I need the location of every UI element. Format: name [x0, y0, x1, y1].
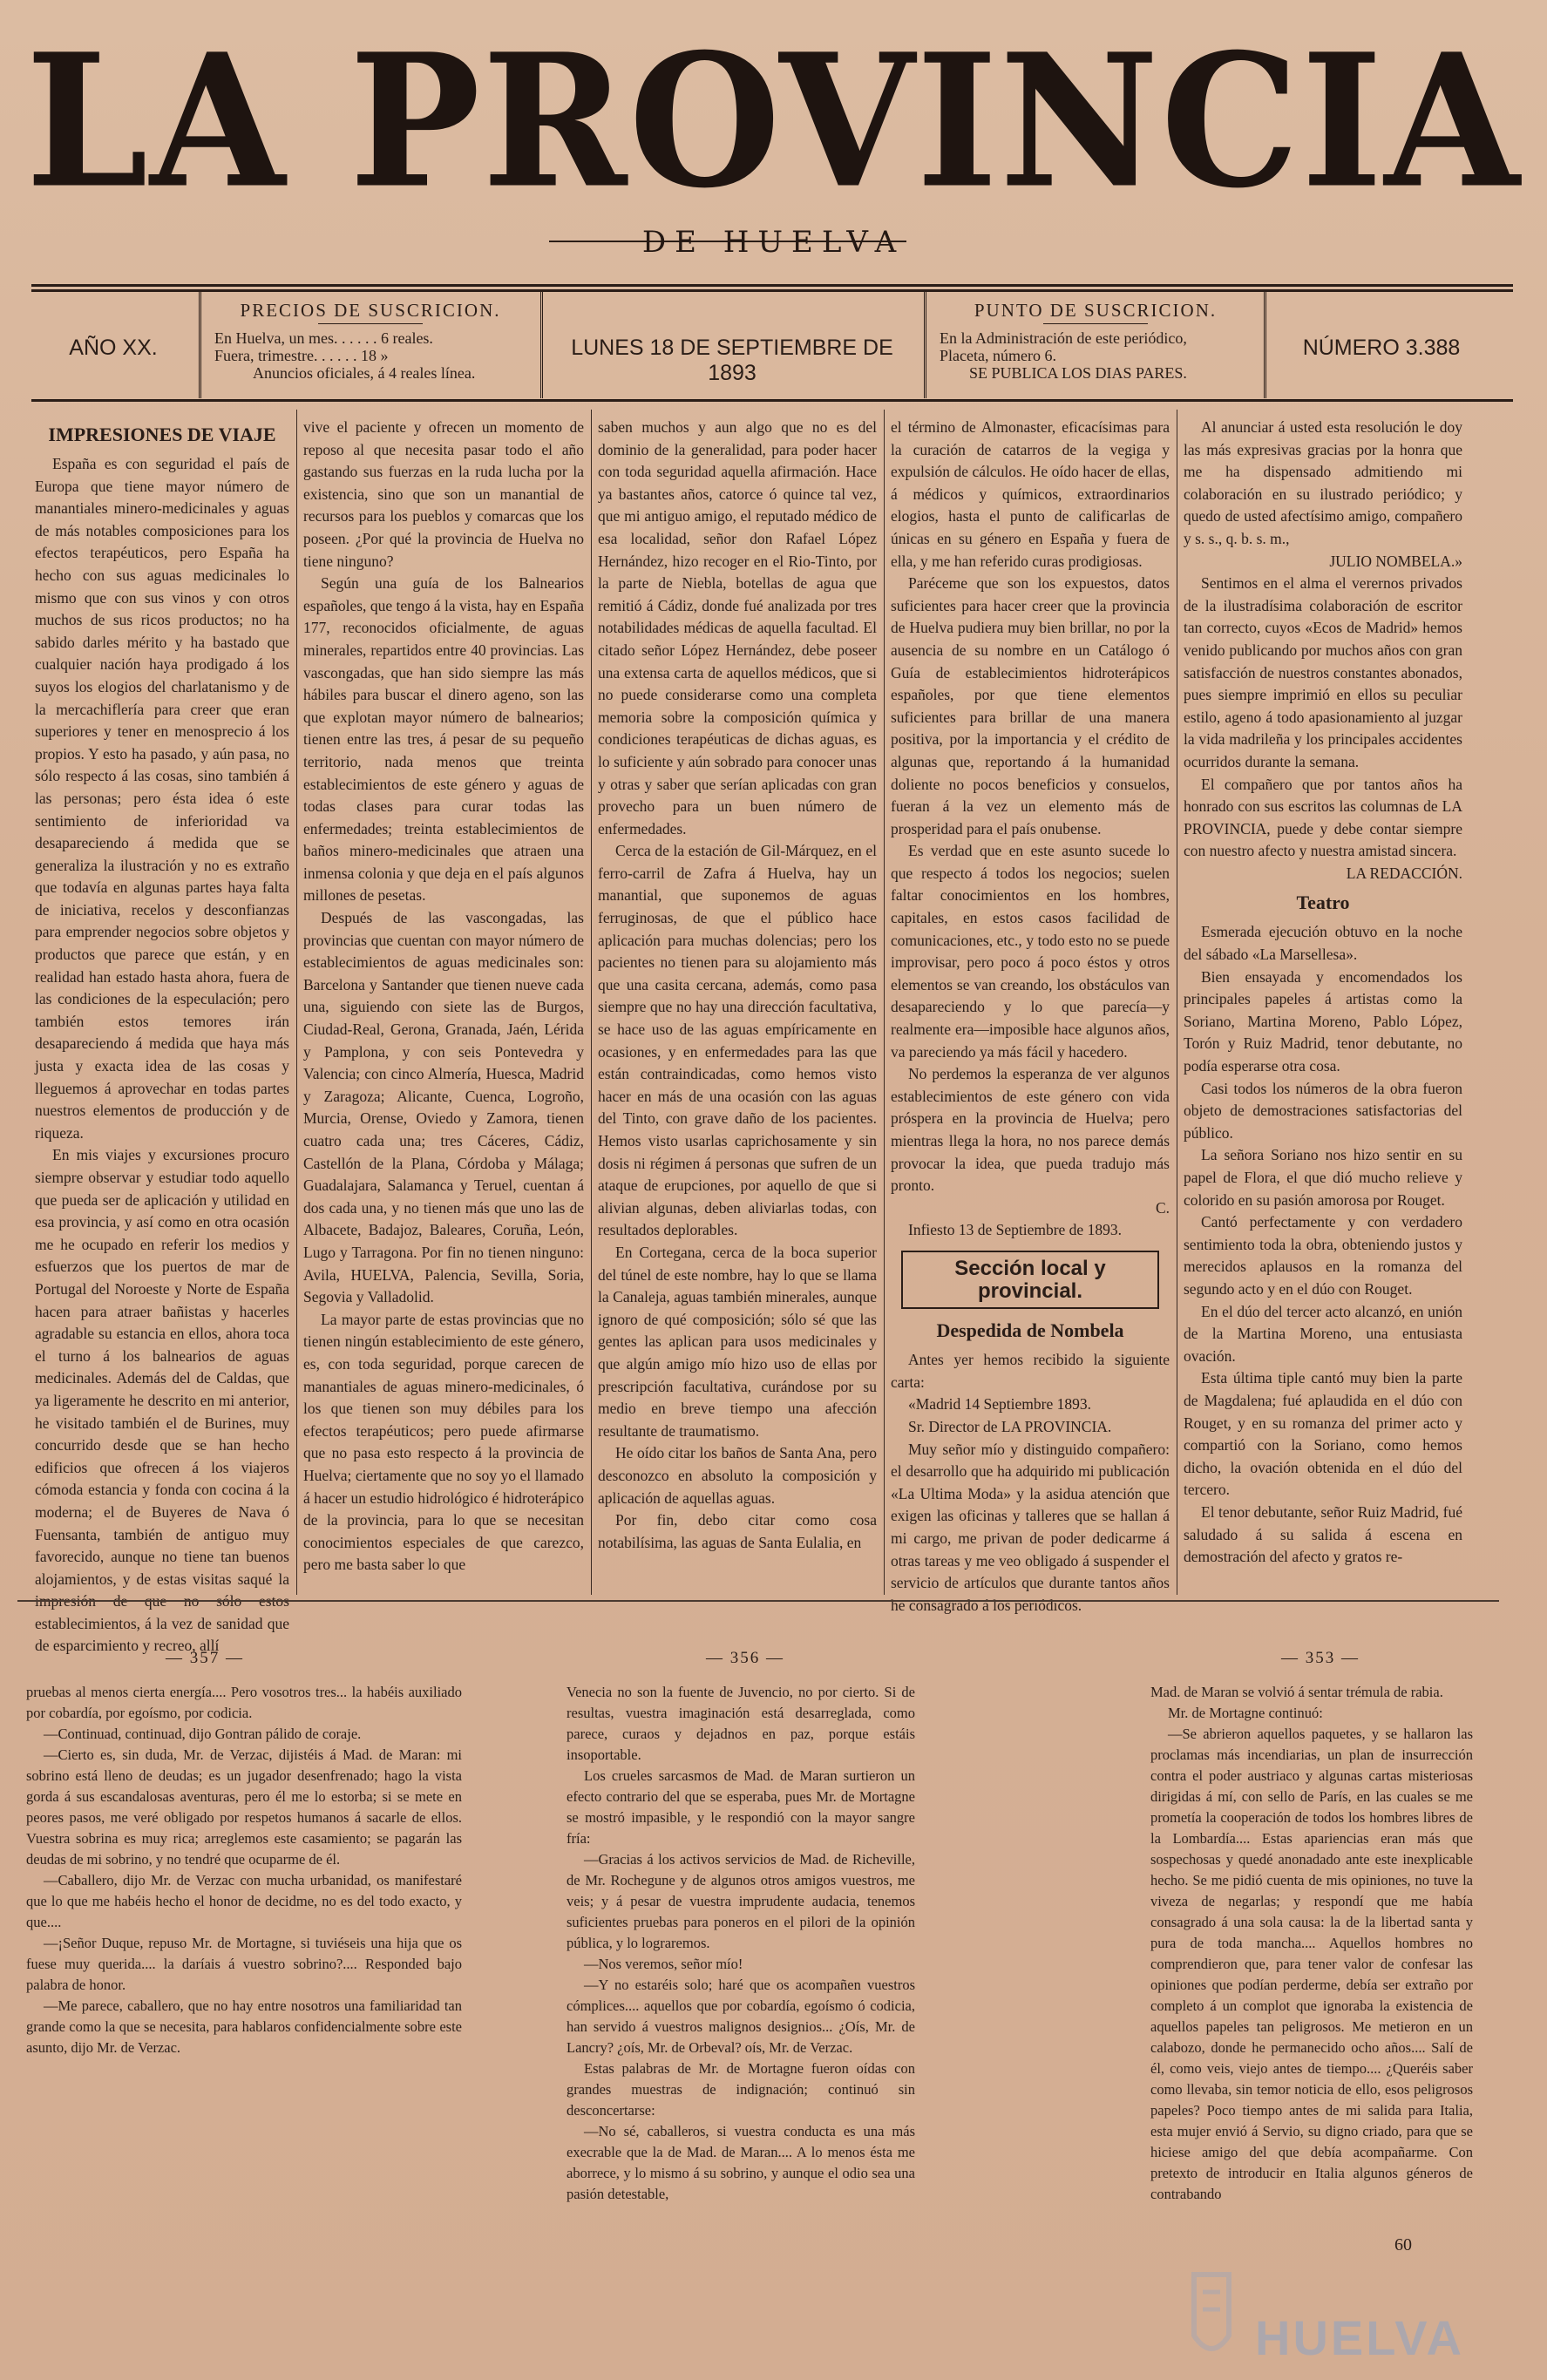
- point-line: En la Administración de este periódico,: [940, 329, 1187, 347]
- paragraph: el término de Almonaster, eficacísimas para la curación de catarros de la vegiga y expulsión de cálculos. He oído hacer de ellas, á médicos y químicos, extraordinarios elogios, hasta el punto de calificarlas de únicas en su género en España y fuera de ella, y me han referido curas prodigiosas.: [891, 418, 1170, 570]
- paragraph: Sr. Director de LA PROVINCIA.: [908, 1417, 1112, 1435]
- prices-line: En Huelva, un mes. . . . . . 6 reales.: [214, 329, 433, 347]
- paragraph: En el dúo del tercer acto alcanzó, en unión de la Martina Moreno, una entusiasta ovación.: [1184, 1302, 1462, 1365]
- folletin-paragraph: Venecia no son la fuente de Juvencio, no por cierto. Si de resultas, vuestra imaginación está desarreglada, como parece, curaos y dejadnos en paz, porque estáis insoportable.: [567, 1684, 915, 1763]
- folletin-paragraph: —No sé, caballeros, si vuestra conducta es una más execrable que la de Mad. de Maran.... A lo menos ésta me aborrece, y lo mismo á su sobrino, y aunque el odio sea una pasión detestable,: [567, 2123, 915, 2202]
- point-title: PUNTO DE SUSCRICION.: [974, 300, 1218, 321]
- column-rule: [884, 410, 885, 1595]
- article-column-5: [1184, 417, 1462, 1595]
- article-column-1: [35, 417, 289, 1655]
- folletin-paragraph: —Me parece, caballero, que no hay entre nosotros una familiaridad tan grande como la que se necesita, para hablaros confidencialmente sobre este asunto, dijo Mr. de Verzac.: [26, 1997, 462, 2056]
- section-heading: Teatro: [1296, 892, 1350, 914]
- masthead-title: LA PROVINCIA: [25, 14, 1522, 229]
- header-rule-bottom: [31, 399, 1513, 402]
- folletin-paragraph: —Gracias á los activos servicios de Mad. de Richeville, de Mr. Rochegune y de algunos otros amigos vuestros, me veis; y á pesar de vuestra imprudente audacia, tenemos suficientes pruebas para poneros en el pilori de la opinión pública, y lo lograremos.: [567, 1851, 915, 1951]
- article-column-2: [303, 417, 584, 1595]
- footer-page-number: 60: [1394, 2235, 1412, 2255]
- issue-number: NÚMERO 3.388: [1302, 336, 1461, 360]
- header-rule-top-2: [31, 289, 1513, 292]
- paragraph: El tenor debutante, señor Ruiz Madrid, fué saludado á su salida á escena en demostración del afecto y gratos re-: [1184, 1502, 1462, 1566]
- paragraph: En Cortegana, cerca de la boca superior del túnel de este nombre, hay lo que se llama la Canaleja, aguas también minerales, aunque ignoro de qué composición; sólo sé que las gentes las aplican para usos medicinales y que algún amigo mío hizo uso de ellas por prescripción facultativa, curándose por su medio en breve tiempo una afección resultante de traumatismo.: [598, 1243, 877, 1440]
- article-column-3: [598, 417, 877, 1595]
- section-box-title: Sección local y provincial.: [901, 1251, 1159, 1309]
- paragraph: Después de las vascongadas, las provincias que cuentan con mayor número de establecimientos de aguas medicinales son: Barcelona y Santander que tienen nueve cada una, siguiendo con siete las de Burgos, Ciudad-Real, Gerona, Granada, Jaén, Lérida y Pamplona, y con seis Pontevedra y Valencia; con cinco Almería, Huesca, Madrid y Zaragoza; Alicante, Cuenca, Logroño, Murcia, Orense, Oviedo y Zamora, tienen cuatro cada una; tres Cáceres, Cádiz, Castellón de la Plana, Córdoba y Málaga; Guadalajara, Salamanca y Teruel, cuentan á dos cada una, y no tienen más que uno las de Albacete, Badajoz, Baleares, Coruña, León, Lugo y Tarragona. Por fin no tienen ninguno: Avila, HUELVA, Palencia, Sevilla, Soria, Segovia y Valladolid.: [303, 909, 584, 1306]
- folletin-column-3: [1150, 1682, 1473, 2309]
- paragraph: Casi todos los números de la obra fueron objeto de demostraciones satisfactorias del público.: [1184, 1079, 1462, 1142]
- header-divider: [1264, 292, 1266, 398]
- point-title-rule: [1043, 323, 1148, 324]
- paragraph: Bien ensayada y encomendados los principales papeles á artistas como la Soriano, Martina Moreno, Pablo López, Torón y Ruiz Madrid, tenor debutante, no podía esperarse otra cosa.: [1184, 967, 1462, 1075]
- column-rule: [296, 410, 297, 1595]
- folletin-paragraph: Los crueles sarcasmos de Mad. de Maran surtieron un efecto contrario del que se esperaba, pues Mr. de Mortagne se mostró impasible, y le respondió con la mayor sangre fría:: [567, 1767, 915, 1847]
- paragraph: Según una guía de los Balnearios españoles, que tengo á la vista, hay en España 177, reconocidos oficialmente, de aguas minerales, repartidos entre 40 provincias. Las vascongadas, que han sido siempre las más hábiles para buscar el dinero ageno, son las que explotan mayor número de balnearios; tienen entre las tres, á pesar de su pequeño territorio, nada menos que treinta establecimientos de este género y aguas de todas clases para curar todas las enfermedades; treinta establecimientos de baños minero-medicinales que atraen una inmensa colonia y que deja en el país algunos millones de pesetas.: [303, 574, 584, 905]
- paragraph: Cantó perfectamente y con verdadero sentimiento toda la obra, obteniendo justos y merecidos aplausos en la romanza del segundo acto y en el dúo con Rouget.: [1184, 1213, 1462, 1298]
- header-divider: [540, 292, 543, 398]
- folletin-paragraph: Mr. de Mortagne continuó:: [1168, 1705, 1323, 1721]
- subscription-point-box: [934, 296, 1257, 394]
- paragraph: saben muchos y aun algo que no es del dominio de la generalidad, para poder hacer con toda seguridad aquella afirmación. Hace ya bastantes años, catorce ó quince tal vez, que mi antiguo amigo, el reputado médico de esa localidad, señor don Rafael López Hernández, hizo recoger en el Rio-Tinto, por la parte de Niebla, botellas de agua que remitió á Cádiz, donde fué analizada por tres notabilidades médicas de aquella facultad. El citado señor López Hernández, debe poseer una extensa carta de aquellos médicos, que si no puede considerarse como una completa memoria sobre la composición química y condiciones terapéuticas de dichas aguas, es lo suficiente y aún sobrado para conocer unas y otras y saber que serían aplicadas con gran provecho para un buen número de enfermedades.: [598, 418, 877, 837]
- paragraph: He oído citar los baños de Santa Ana, pero desconozco en absoluto la composición y aplicación de aquellas aguas.: [598, 1444, 877, 1507]
- folletin-rule: [17, 1600, 1499, 1602]
- article-column-4: [891, 417, 1170, 1614]
- year-label: AÑO XX.: [69, 336, 158, 360]
- folletin-paragraph: —Y no estaréis solo; haré que os acompañen vuestros cómplices.... aquellos que por cobardía, egoísmo ó codicia, han servido á vuestros malignos designios... ¿Oís, Mr. de Lancry? ¿oís, Mr. de Orbeval? oís, Mr. de Verzac.: [567, 1977, 915, 2056]
- paragraph: Cerca de la estación de Gil-Márquez, en el ferro-carril de Zafra á Huelva, hay un manantial, que suponemos de aguas ferruginosas, de que el público hace aplicación para muchas dolencias; pero los pacientes no tienen para su alojamiento más que una casita cercana, además, como pasa siempre que no hay una dirección facultativa, se hace uso de las aguas empíricamente en ocasiones, y en enfermedades para las que están contraindicadas, como hemos visto hacer en más de una ocasión con las aguas del Tinto, con grave daño de los pacientes. Hemos visto usarlas caprichosamente y sin dosis ni régimen á personas que sufren de un ataque de erupciones, por aquello de que si alivian algunas, deben aliviarlas todas, con resultados deplorables.: [598, 842, 877, 1239]
- prices-title: PRECIOS DE SUSCRICION.: [240, 300, 501, 321]
- folletin-page-number: — 356 —: [706, 1649, 784, 1667]
- section-heading: IMPRESIONES DE VIAJE: [48, 424, 276, 445]
- folletin-paragraph: —Se abrieron aquellos paquetes, y se hallaron las proclamas más incendiarias, un plan de insurrección contra el poder austriaco y algunas cartas misteriosas dirigidas á mí, con sello de París, en las cuales se me prometía la cooperación de todos los hombres libres de la Lombardía.... Estas apariencias eran más que sospechosas y quedé anonadado ante este inexplicable hecho. Se me pidió cuenta de mis opiniones, no tuve la viveza de negarlas; y respondí que me había consagrado á una sola causa: la de la libertad santa y pura de toda mancha.... Aquellos hombres no comprendieron que, para tener valor de confesar las opiniones que podían perderme, debía ser extraño por completo á un complot que ignoraba la existencia de aquellos papeles tan peligrosos. Me metieron en un calabozo, donde he permanecido ocho años.... Salí de él, como veis, viejo antes de tiempo.... ¿Queréis saber como llevaba, sin temor noticia de ello, esos peligrosos papeles? Poco tiempo antes de mi salida para Italia, esta mujer envió á Servio, su digno criado, para que se hiciese amigo del que debía acompañarme. Con pretexto de introducir en Italia algunos géneros de contrabando: [1150, 1726, 1473, 2202]
- paragraph: La mayor parte de estas provincias que no tienen ningún establecimiento de este género, es, con toda seguridad, porque carecen de manantiales de aguas minero-medicinales, ó los que tienen son muy débiles para los efectos terapéuticos; pero puede afirmarse que no pasa esto respecto á la provincia de Huelva; ciertamente que no soy yo el llamado á hacer un estudio hidrológico é hidroterápico de la provincia, para lo que se necesitan conocimientos especiales de que carezco, pero me basta saber lo que: [303, 1310, 584, 1574]
- folletin-paragraph: —Continuad, continuad, dijo Gontran pálido de coraje.: [44, 1726, 362, 1742]
- prices-line: Anuncios oficiales, á 4 reales línea.: [253, 364, 476, 382]
- folletin-column-2: [567, 1682, 915, 2309]
- header-rule-top: [31, 284, 1513, 287]
- paragraph: Esta última tiple cantó muy bien la parte de Magdalena; fué aplaudida en el dúo con Rouget, y en su romanza del primer acto y compartió con la Soriano, como hemos dicho, la ovación obtenida en el dúo del tercero.: [1184, 1369, 1462, 1499]
- column-rule: [591, 410, 592, 1595]
- prices-title-rule: [318, 323, 423, 324]
- paragraph: No perdemos la esperanza de ver algunos establecimientos de este género con vida próspera en la provincia de Huelva; pero mientras llega la hora, no nos parece demás provocar la idea, que pueda tradujo más pronto.: [891, 1065, 1170, 1195]
- folletin-paragraph: Mad. de Maran se volvió á sentar trémula de rabia.: [1150, 1684, 1443, 1700]
- paragraph: vive el paciente y ofrecen un momento de reposo al que necesita pasar todo el año gastando sus fuerzas en la ruda lucha por la existencia, sino que son un manantial de recursos para los pueblos y comarcas que los poseen. ¿Por qué la provincia de Huelva no tiene ninguno?: [303, 418, 584, 570]
- paragraph: Al anunciar á usted esta resolución le doy las más expresivas gracias por la honra que me ha dispensado admitiendo mi colaboración en su ilustrado periódico; y quedo de usted afectísimo amigo, compañero y s. s., q. b. s. m.,: [1184, 418, 1462, 547]
- prices-line: Fuera, trimestre. . . . . . 18 »: [214, 347, 389, 364]
- paragraph: En mis viajes y excursiones procuro siempre observar y estudiar todo aquello que pueda ser de aplicación y utilidad en esa provincia, y así como en otra ocasión me he ocupado en referir los medios y esfuerzos que los puertos de mar de Portugal del Noroeste y Norte de España hacen para atraer bañistas y hacerles agradable su estancia en ellos, ahora toca el turno á los balnearios de aguas medicinales. Además del de Caldas, que ya ligeramente he descrito en mi anterior, he visitado también el de Burines, muy concurrido desde que se han hecho edificios que ofrecen á los viajeros cómoda estancia y fonda con cocina á la moderna; el de Buyeres de Nava ó Fuensanta, también de antiguo muy favorecido, aunque no tiene tan buenos alojamientos, y de estas visitas saqué la impresión de que no sólo estos establecimientos, á la vez de sanidad que de esparcimiento y recreo, allí: [35, 1146, 289, 1655]
- point-line: Placeta, número 6.: [940, 347, 1056, 364]
- point-line: SE PUBLICA LOS DIAS PARES.: [969, 364, 1187, 382]
- folletin-paragraph: —Nos veremos, señor mío!: [584, 1956, 743, 1972]
- paragraph: Infiesto 13 de Septiembre de 1893.: [908, 1221, 1122, 1239]
- paragraph: Antes yer hemos recibido la siguiente carta:: [891, 1351, 1170, 1391]
- folletin-page-number: — 357 —: [166, 1649, 244, 1667]
- folletin-paragraph: pruebas al menos cierta energía.... Pero vosotros tres... la habéis auxiliado por cobardía, por egoísmo, por codicia.: [26, 1684, 462, 1721]
- paragraph: Por fin, debo citar como cosa notabilísima, las aguas de Santa Eulalia, en: [598, 1511, 877, 1551]
- paragraph: Paréceme que son los expuestos, datos suficientes para hacer creer que la provincia de Huelva pudiera muy bien brillar, no por la ausencia de su nombre en un Catálogo ó Guía de establecimientos hidroterápicos españoles, por que tiene elementos suficientes para brillar de una manera positiva, por la importancia y el crédito de algunas que, reportando á la humanidad doliente no pocos beneficios y consuelos, fueran á la vez un elemento más de prosperidad para el país onubense.: [891, 574, 1170, 837]
- paragraph: España es con seguridad el país de Europa que tiene mayor número de manantiales minero-medicinales y aguas de más notables composiciones para los efectos terapéuticos, pero España ha hecho con sus aguas medicinales lo mismo que con sus vinos y con otros muchos de sus ricos productos; no ha sabido darles mérito y ha bastado que cualquier nación haya prodigado á los suyos los elogios del charlatanismo y de la mercachiflería para creer que eran superiores y tener en menosprecio á los propios. Y esto ha pasado, y aún pasa, no sólo respecto á las cosas, sino también á las personas; pero ésta idea ó este sentimiento de inferioridad va desapareciendo á medida que se generaliza la ilustración y no es extraño que todavía en algunas partes haya falta de iniciativa, recelos y desconfianzas para emprender negocios sobre objetos y productos que parece que están, y en realidad han estado hasta ahora, fuera de las condiciones de la especulación; pero también estos temores irán desapareciendo á medida que haya más justa y exacta idea de las cosas y lleguemos á aprovechar en todas partes nuestros elementos de producción y de riqueza.: [35, 455, 289, 1142]
- paragraph: Esmerada ejecución obtuvo en la noche del sábado «La Marsellesa».: [1184, 923, 1462, 964]
- paragraph: «Madrid 14 Septiembre 1893.: [908, 1395, 1091, 1414]
- header-divider: [924, 292, 926, 398]
- signature: JULIO NOMBELA.»: [1329, 552, 1462, 570]
- paragraph: El compañero que por tantos años ha honrado con sus escritos las columnas de LA PROVINCIA, puede y debe contar siempre con nuestro afecto y nuestra amistad sincera.: [1184, 775, 1462, 860]
- paragraph: La señora Soriano nos hizo sentir en su papel de Flora, el que dió mucho relieve y colorido en su pasión amorosa por Rouget.: [1184, 1146, 1462, 1209]
- folletin-paragraph: —Caballero, dijo Mr. de Verzac con mucha urbanidad, os manifestaré que lo que me habéis hecho el honor de decidme, no es del todo exacto, y que....: [26, 1872, 462, 1930]
- signature: C.: [1155, 1198, 1170, 1217]
- folletin-paragraph: —Cierto es, sin duda, Mr. de Verzac, dijistéis á Mad. de Maran: mi sobrino está lleno de deudas; es un jugador desenfrenado; hago la vista gorda á sus escandalosas aventuras, pero él me lo estorba; si se mete en peores pasos, me veré obligado por respetos humanos á sacarle de ellos. Vuestra sobrina es muy rica; arreglemos este casamiento; se pagarán las deudas de mi sobrino, y no tendré que ocuparme de él.: [26, 1746, 462, 1868]
- folletin-paragraph: —¡Señor Duque, repuso Mr. de Mortagne, si tuviéseis una hija que os fuese muy querida.... la daríais á vuestro sobrino?.... Responded bajo palabra de honor.: [26, 1935, 462, 1993]
- paragraph: Muy señor mío y distinguido compañero: el desarrollo que ha adquirido mi publicación «La Ultima Moda» y la asidua atención que exigen las oficinas y talleres que se hallan á mi cargo, me privan de poder dedicarme á otras tareas y me veo obligado á suspender el servicio de artículos que durante tantos años he consagrado á los periódicos.: [891, 1440, 1170, 1614]
- signature: LA REDACCIÓN.: [1346, 864, 1462, 882]
- watermark-text: HUELVA: [1255, 2310, 1464, 2365]
- section-heading: Despedida de Nombela: [936, 1319, 1124, 1342]
- folletin-page-number: — 353 —: [1281, 1649, 1360, 1667]
- masthead-subtitle: DE HUELVA: [641, 225, 906, 260]
- paragraph: Es verdad que en este asunto sucede lo que respecto á todos los negocios; suelen faltar conocimientos en los hombres, capitales, en estos casos facilidad de comunicaciones, etc., y todo esto no se puede improvisar, pero poco á poco éstos y otros elementos se van creando, los obstáculos van desapareciendo y lo que parecía—y realmente era—imposible hace algunos años, va pareciendo ya más fácil y hacedero.: [891, 842, 1170, 1061]
- header-divider: [199, 292, 201, 398]
- folletin-column-1: [26, 1682, 462, 2309]
- folletin-paragraph: Estas palabras de Mr. de Mortagne fueron oídas con grandes muestras de indignación; continuó sin desconcertarse:: [567, 2060, 915, 2119]
- prices-box: [209, 296, 532, 394]
- issue-date: LUNES 18 DE SEPTIEMBRE DE 1893: [571, 336, 893, 385]
- paragraph: Sentimos en el alma el verernos privados de la ilustradísima colaboración de escritor tan correcto, cuyos «Ecos de Madrid» hemos venido publicando por muchos años con gran satisfacción de nuestros constantes abonados, pues siempre imprimió en ellos su peculiar estilo, ageno á todo apasionamiento al juzgar la vida madrileña y los principales accidentes ocurridos durante la semana.: [1184, 574, 1462, 770]
